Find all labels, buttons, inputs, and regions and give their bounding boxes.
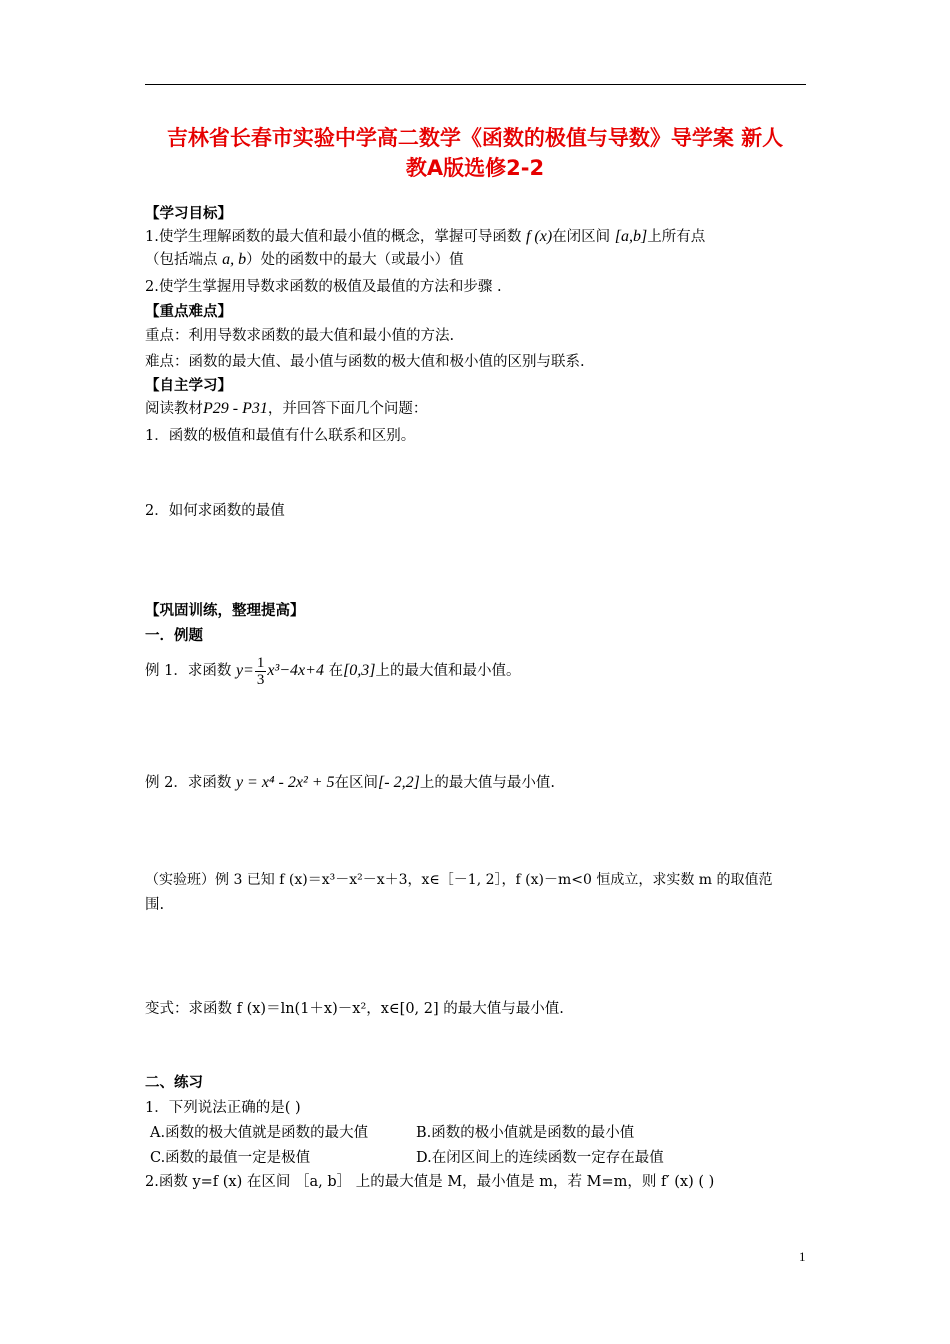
key-point: 重点：利用导数求函数的最大值和最小值的方法.: [145, 328, 455, 344]
goal-2: 2.使学生掌握用导数求函数的极值及最值的方法和步骤 .: [145, 279, 502, 295]
goal-1-interval: [a,b]: [614, 228, 648, 245]
example-1-text-a: 例 1．求函数: [145, 663, 232, 679]
reading-text-b: ，并回答下面几个问题：: [267, 401, 428, 417]
practice-1: 1．下列说法正确的是( ): [145, 1100, 301, 1116]
example-1-fraction: [255, 655, 267, 688]
goal-1-text-b: 在闭区间: [552, 229, 611, 245]
fraction-denominator: 3: [256, 671, 265, 688]
goal-1-line-1: [145, 227, 705, 247]
example-1-interval: [0,3]: [343, 662, 376, 679]
section-goals-heading: 【学习目标】: [145, 206, 232, 222]
question-2: 2．如何求函数的最值: [145, 503, 285, 519]
difficulty: 难点：函数的最大值、最小值与函数的极大值和极小值的区别与联系.: [145, 354, 585, 370]
goal-1-text-d: （包括端点: [145, 252, 218, 268]
example-1-polynomial: x³−4x+4: [267, 662, 324, 679]
goal-1-endpoints: a, b: [222, 251, 247, 268]
example-2: [145, 773, 555, 793]
example-3-line-2: 围.: [145, 897, 165, 913]
example-2-interval: [- 2,2]: [378, 774, 420, 791]
example-1-text-c: 上的最大值和最小值。: [375, 663, 521, 679]
practice-1-option-a: A.函数的极大值就是函数的最大值: [150, 1125, 369, 1141]
variant-problem: 变式：求函数 f (x)＝ln(1＋x)－x²，x∈[0, 2] 的最大值与最小值.: [145, 1001, 564, 1017]
practice-2: 2.函数 y=f (x) 在区间 ［a, b］ 上的最大值是 M，最小值是 m，若 M=m，则 f′ (x) ( ): [145, 1174, 715, 1190]
part-1-heading: 一．例题: [145, 628, 203, 644]
section-key-heading: 【重点难点】: [145, 304, 232, 320]
practice-1-option-c: C.函数的最值一定是极值: [150, 1150, 311, 1166]
section-self-study-heading: 【自主学习】: [145, 378, 232, 394]
page-number: 1: [799, 1249, 806, 1264]
example-1-y: y=: [235, 662, 254, 679]
goal-1-line-2: [145, 250, 464, 270]
title-line-1: 吉林省长春市实验中学高二数学《函数的极值与导数》导学案 新人: [166, 126, 784, 150]
example-2-function: y = x⁴ - 2x² + 5: [235, 774, 335, 791]
question-1: 1．函数的极值和最值有什么联系和区别。: [145, 428, 416, 444]
reading-instruction: [145, 399, 427, 419]
goal-1-text-a: 1.使学生理解函数的最大值和最小值的概念，掌握可导函数: [145, 229, 522, 245]
example-3-line-1: （实验班）例 3 已知 f (x)＝x³－x²－x＋3，x∈［－1, 2］，f (x)－m<0 恒成立，求实数 m 的取值范: [145, 872, 773, 888]
example-2-text-c: 上的最大值与最小值.: [419, 775, 555, 791]
reading-pages: P29 - P31: [203, 400, 268, 417]
example-2-text-a: 例 2．求函数: [145, 775, 232, 791]
header-rule: [145, 84, 806, 85]
example-2-text-b: 在区间: [334, 775, 379, 791]
goal-1-text-e: ）处的函数中的最大（或最小）值: [246, 252, 464, 268]
fraction-numerator: 1: [256, 654, 265, 671]
goal-1-text-c: 上所有点: [647, 229, 706, 245]
practice-1-option-d: D.在闭区间上的连续函数一定存在最值: [416, 1150, 664, 1166]
title-line-2: 教A版选修2-2: [405, 156, 545, 180]
reading-text-a: 阅读教材: [145, 401, 203, 417]
example-1: [145, 654, 521, 688]
document-title: [130, 123, 820, 183]
example-1-text-b: 在: [328, 663, 344, 679]
section-training-heading: 【巩固训练，整理提高】: [145, 603, 305, 619]
part-2-heading: 二、练习: [145, 1075, 203, 1091]
practice-1-option-b: B.函数的极小值就是函数的最小值: [416, 1125, 635, 1141]
goal-1-fx: f (x): [525, 228, 553, 245]
